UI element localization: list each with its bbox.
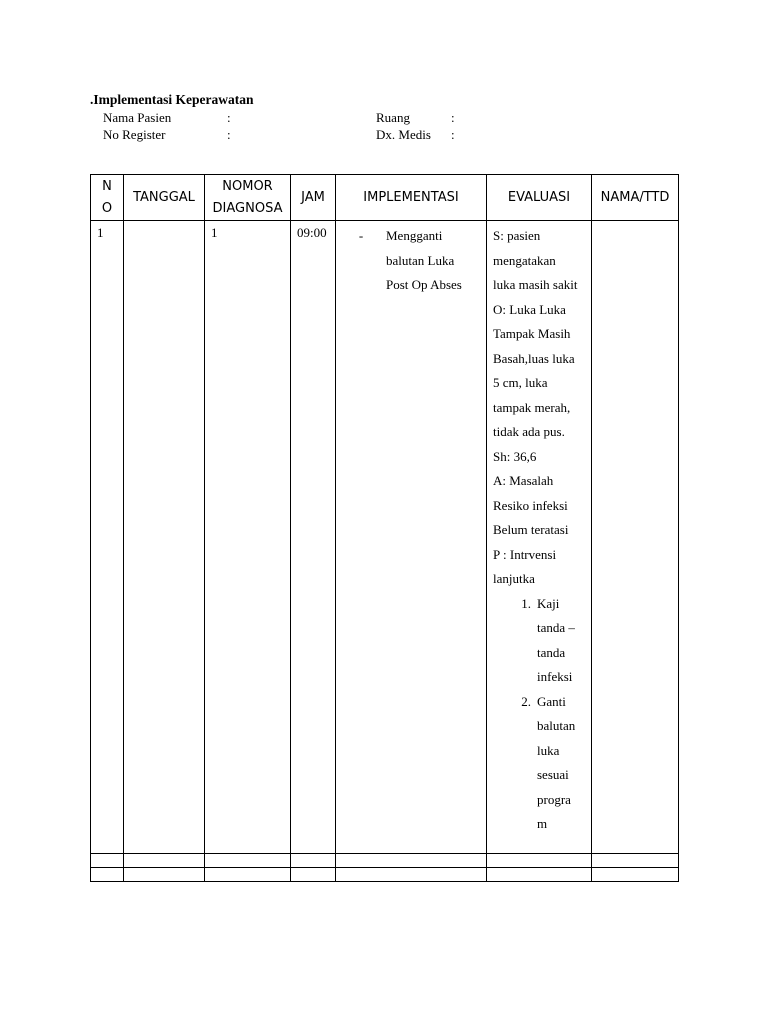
col-header-no-line1: N (102, 178, 112, 194)
dx-medis-label: Dx. Medis (376, 127, 431, 142)
plan-line: Kaji (537, 595, 560, 611)
empty-cell (336, 868, 487, 882)
empty-cell (487, 868, 592, 882)
col-header-tanggal: TANGGAL (124, 175, 205, 221)
empty-cell (291, 854, 336, 868)
col-header-nomor-line2: DIAGNOSA (212, 200, 283, 216)
header-row (91, 175, 679, 221)
empty-cell (124, 868, 205, 882)
empty-cell (487, 854, 592, 868)
plan-list (493, 592, 591, 837)
cell-nama-ttd (592, 221, 679, 854)
cell-jam: 09:00 (291, 221, 336, 854)
evaluasi-line: mengatakan (493, 252, 556, 268)
implementasi-line: Mengganti (386, 228, 443, 243)
implementasi-line: Post Op Abses (386, 277, 462, 292)
list-item (493, 592, 591, 690)
empty-cell (336, 854, 487, 868)
evaluasi-line: tidak ada pus. (493, 424, 565, 439)
evaluasi-line: Basah,luas luka (493, 350, 575, 366)
cell-no: 1 (91, 221, 124, 854)
cell-tanggal (124, 221, 205, 854)
col-header-nomor-line1: NOMOR (222, 178, 273, 194)
empty-cell (91, 868, 124, 882)
col-header-no-line2: O (101, 200, 113, 216)
plan-number: 2. (521, 693, 531, 709)
evaluasi-line: 5 cm, luka (493, 375, 548, 390)
document-title: .Implementasi Keperawatan (90, 92, 254, 107)
evaluasi-line: Belum teratasi (493, 522, 569, 537)
evaluasi-line: S: pasien (493, 228, 541, 243)
plan-line: sesuai (537, 767, 569, 782)
empty-cell (124, 854, 205, 868)
cell-implementasi (336, 221, 487, 854)
plan-line: balutan (537, 718, 576, 733)
plan-line: luka (537, 742, 560, 758)
empty-row (91, 868, 679, 882)
evaluasi-line: O: Luka Luka (493, 301, 566, 317)
nama-pasien-label: Nama Pasien (103, 110, 172, 125)
implementasi-line: balutan Luka (386, 252, 455, 268)
implementasi-bullet: - (358, 228, 364, 243)
col-header-nama-ttd: NAMA/TTD (592, 175, 679, 221)
empty-cell (91, 854, 124, 868)
evaluasi-line: lanjutka (493, 571, 535, 586)
empty-cell (592, 868, 679, 882)
cell-evaluasi (487, 221, 592, 854)
plan-line: tanda – (537, 620, 575, 635)
plan-line: m (537, 816, 548, 831)
evaluasi-line: Sh: 36,6 (493, 448, 537, 464)
empty-cell (592, 854, 679, 868)
evaluasi-line: Tampak Masih (493, 326, 571, 341)
nama-pasien-colon: : (227, 110, 231, 125)
plan-number: 1. (521, 595, 531, 611)
table-row (91, 221, 679, 854)
col-header-implementasi: IMPLEMENTASI (336, 175, 487, 221)
evaluasi-line: tampak merah, (493, 399, 571, 415)
no-register-colon: : (227, 127, 231, 142)
col-header-evaluasi: EVALUASI (487, 175, 592, 221)
evaluasi-line: P : Intrvensi (493, 546, 557, 562)
col-header-jam: JAM (291, 175, 336, 221)
ruang-label: Ruang (376, 110, 410, 125)
ruang-colon: : (451, 110, 455, 125)
dx-medis-colon: : (451, 127, 455, 142)
implementation-table (90, 174, 679, 882)
plan-line: Ganti (537, 693, 566, 709)
evaluasi-line: Resiko infeksi (493, 497, 568, 513)
evaluasi-line: luka masih sakit (493, 277, 578, 292)
empty-row (91, 854, 679, 868)
plan-line: infeksi (537, 669, 573, 684)
plan-line: progra (537, 791, 571, 807)
list-item (493, 690, 591, 837)
evaluasi-line: A: Masalah (493, 473, 554, 488)
empty-cell (205, 854, 291, 868)
no-register-label: No Register (103, 127, 166, 142)
empty-cell (291, 868, 336, 882)
cell-nomor-diagnosa: 1 (205, 221, 291, 854)
plan-line: tanda (537, 644, 566, 660)
empty-cell (205, 868, 291, 882)
col-header-no (91, 175, 124, 221)
col-header-nomor-diagnosa (205, 175, 291, 221)
